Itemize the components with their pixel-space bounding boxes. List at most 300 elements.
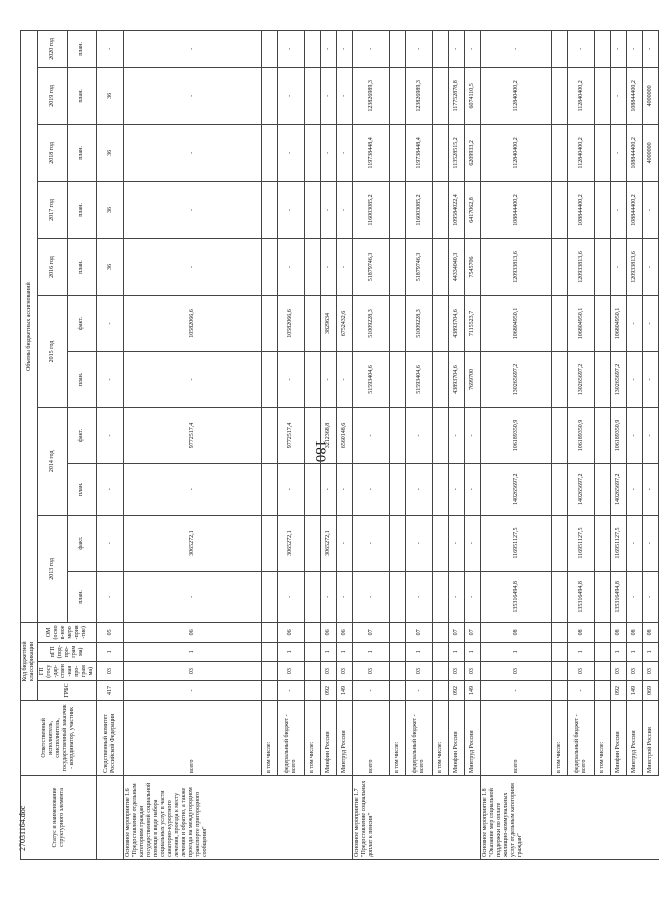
om-cell — [433, 623, 449, 642]
status-cell — [642, 776, 658, 860]
value-cell: 6074110,5 — [465, 67, 481, 124]
responsible-cell: всего — [481, 700, 552, 775]
value-cell: 7545706 — [465, 238, 481, 295]
header-year-2017: 2017 год — [38, 181, 68, 238]
table-body — [97, 31, 659, 860]
header-year-2013: 2013 год — [38, 515, 68, 623]
value-cell: - — [568, 31, 595, 68]
document-filename: 27031164.doc — [18, 805, 27, 851]
value-cell: 7115523,7 — [465, 296, 481, 352]
value-cell — [262, 463, 278, 515]
pgp-cell: 1 — [320, 642, 336, 661]
om-cell: 07 — [449, 623, 465, 642]
gp-cell: 03 — [277, 661, 304, 680]
value-cell: - — [626, 407, 642, 463]
value-cell: - — [320, 238, 336, 295]
value-cell: - — [481, 31, 552, 68]
value-cell: 51009228,3 — [406, 296, 433, 352]
value-cell: - — [406, 31, 433, 68]
value-cell: - — [642, 407, 658, 463]
value-cell: - — [97, 352, 124, 408]
pgp-cell: 1 — [611, 642, 627, 661]
om-cell: 07 — [406, 623, 433, 642]
responsible-cell: Минтруд России — [336, 700, 352, 775]
gp-cell: 03 — [320, 661, 336, 680]
value-cell: 106189350,9 — [611, 407, 627, 463]
value-cell: 3065272,1 — [124, 515, 262, 571]
header-plan-2015: план. — [67, 352, 97, 408]
header-responsible: Ответственный исполнитель, соисполнитель, государственный заказчик - координатор, участник — [21, 700, 97, 775]
value-cell: - — [626, 463, 642, 515]
pgp-cell — [433, 642, 449, 661]
value-cell: - — [277, 124, 304, 181]
value-cell: 140265697,2 — [568, 463, 595, 515]
value-cell: - — [124, 67, 262, 124]
value-cell — [552, 296, 568, 352]
value-cell — [433, 463, 449, 515]
value-cell — [433, 515, 449, 571]
page-number: 180 — [312, 439, 328, 463]
value-cell: 3065272,1 — [320, 515, 336, 571]
value-cell: - — [352, 31, 389, 68]
value-cell: 3212368,8 — [320, 407, 336, 463]
value-cell — [305, 571, 321, 623]
value-cell — [595, 571, 611, 623]
value-cell: - — [336, 124, 352, 181]
value-cell — [433, 31, 449, 68]
value-cell: - — [320, 571, 336, 623]
pgp-cell: 1 — [449, 642, 465, 661]
value-cell: - — [97, 296, 124, 352]
value-cell — [390, 407, 406, 463]
gp-cell — [390, 661, 406, 680]
value-cell: - — [336, 67, 352, 124]
value-cell — [595, 238, 611, 295]
header-volumes: Объемы бюджетных ассигнований — [21, 31, 38, 623]
value-cell: - — [626, 31, 642, 68]
value-cell: - — [124, 124, 262, 181]
om-cell: 06 — [336, 623, 352, 642]
responsible-cell: в том числе: — [390, 700, 406, 775]
value-cell — [433, 296, 449, 352]
value-cell: - — [336, 571, 352, 623]
grbs-cell — [305, 681, 321, 700]
value-cell: 106189350,9 — [568, 407, 595, 463]
grbs-cell: 417 — [97, 681, 124, 700]
value-cell: - — [611, 124, 627, 181]
value-cell — [552, 463, 568, 515]
om-cell — [390, 623, 406, 642]
value-cell: 116003085,2 — [352, 181, 389, 238]
value-cell: 108844400,2 — [481, 181, 552, 238]
value-cell: 106804950,1 — [568, 296, 595, 352]
gp-cell: 03 — [642, 661, 658, 680]
responsible-cell: в том числе: — [433, 700, 449, 775]
value-cell: - — [277, 67, 304, 124]
responsible-cell: Минстрой России — [642, 700, 658, 775]
value-cell: 130265697,2 — [611, 352, 627, 408]
responsible-cell: в том числе: — [262, 700, 278, 775]
value-cell: - — [277, 463, 304, 515]
table-row — [97, 31, 124, 860]
value-cell — [390, 463, 406, 515]
value-cell: 108844400,2 — [568, 181, 595, 238]
responsible-cell: Минфин России — [611, 700, 627, 775]
header-gp: ГП (госу-дар-ствен-ная про-грамма) — [38, 661, 97, 680]
grbs-cell: - — [124, 681, 262, 700]
value-cell: - — [352, 407, 389, 463]
value-cell — [433, 67, 449, 124]
value-cell: 44334040,3 — [449, 238, 465, 295]
header-plan-2017: план. — [67, 181, 97, 238]
value-cell — [552, 124, 568, 181]
header-plan-2014: план. — [67, 463, 97, 515]
responsible-cell: федеральный бюджет - всего — [568, 700, 595, 775]
value-cell: 36 — [97, 67, 124, 124]
value-cell: - — [465, 571, 481, 623]
value-cell — [433, 238, 449, 295]
value-cell — [390, 181, 406, 238]
value-cell — [552, 67, 568, 124]
header-year-2016: 2016 год — [38, 238, 68, 295]
value-cell — [390, 67, 406, 124]
value-cell — [552, 571, 568, 623]
value-cell: - — [449, 515, 465, 571]
status-cell: Основное мероприятие 1.7 "Предоставление социальных доплат к пенсии" — [352, 776, 389, 860]
value-cell — [305, 181, 321, 238]
value-cell: - — [320, 67, 336, 124]
table-row — [568, 31, 595, 860]
value-cell: - — [97, 463, 124, 515]
value-cell: - — [352, 571, 389, 623]
grbs-cell: 092 — [611, 681, 627, 700]
value-cell — [433, 407, 449, 463]
grbs-cell: 092 — [320, 681, 336, 700]
table-row — [626, 31, 642, 860]
value-cell — [595, 463, 611, 515]
value-cell — [390, 571, 406, 623]
value-cell: 135316494,8 — [568, 571, 595, 623]
value-cell: - — [320, 31, 336, 68]
value-cell — [433, 124, 449, 181]
responsible-cell: федеральный бюджет - всего — [277, 700, 304, 775]
value-cell: 106189350,9 — [481, 407, 552, 463]
value-cell: 130265697,2 — [481, 352, 552, 408]
responsible-cell: федеральный бюджет - всего — [406, 700, 433, 775]
value-cell: - — [277, 352, 304, 408]
value-cell — [305, 67, 321, 124]
header-status: Статус и наименование структурного элемента — [21, 776, 97, 860]
responsible-cell: Минтруд России — [626, 700, 642, 775]
pgp-cell: 1 — [97, 642, 124, 661]
header-row-1 — [21, 31, 38, 860]
grbs-cell: - — [352, 681, 389, 700]
responsible-cell: Следственный комитет Российской Федерации — [97, 700, 124, 775]
responsible-cell: Минтруд России — [465, 700, 481, 775]
value-cell — [433, 571, 449, 623]
value-cell: - — [449, 463, 465, 515]
gp-cell: 03 — [336, 661, 352, 680]
status-cell — [449, 776, 465, 860]
value-cell: - — [97, 571, 124, 623]
om-cell — [552, 623, 568, 642]
value-cell — [595, 31, 611, 68]
header-pgp: пГП (под-про-грамма) — [38, 642, 97, 661]
value-cell: - — [124, 238, 262, 295]
value-cell: - — [124, 571, 262, 623]
value-cell: 10582066,6 — [277, 296, 304, 352]
value-cell: - — [611, 67, 627, 124]
header-year-2014: 2014 год — [38, 407, 68, 515]
value-cell — [595, 352, 611, 408]
om-cell — [262, 623, 278, 642]
grbs-cell: 092 — [449, 681, 465, 700]
value-cell: 36 — [97, 181, 124, 238]
value-cell: 4000000 — [642, 124, 658, 181]
pgp-cell: 1 — [277, 642, 304, 661]
value-cell: 116003085,2 — [406, 181, 433, 238]
value-cell: 112840400,2 — [481, 67, 552, 124]
value-cell: 3829634 — [320, 296, 336, 352]
value-cell: 43893704,6 — [449, 352, 465, 408]
value-cell — [305, 296, 321, 352]
status-cell — [626, 776, 642, 860]
status-cell — [611, 776, 627, 860]
pgp-cell — [595, 642, 611, 661]
value-cell: 119738448,4 — [352, 124, 389, 181]
header-fact-2015: факт. — [67, 296, 97, 352]
value-cell: - — [449, 31, 465, 68]
value-cell — [305, 31, 321, 68]
value-cell: - — [320, 463, 336, 515]
value-cell — [433, 352, 449, 408]
value-cell: - — [611, 238, 627, 295]
pgp-cell: 1 — [568, 642, 595, 661]
value-cell — [390, 296, 406, 352]
value-cell — [552, 352, 568, 408]
header-plan-2013: план. — [67, 571, 97, 623]
value-cell — [390, 515, 406, 571]
responsible-cell: в том числе: — [595, 700, 611, 775]
pgp-cell: 1 — [626, 642, 642, 661]
value-cell — [262, 571, 278, 623]
value-cell: 51879746,3 — [406, 238, 433, 295]
header-year-2018: 2018 год — [38, 124, 68, 181]
status-cell — [262, 776, 278, 860]
value-cell: - — [465, 31, 481, 68]
value-cell: - — [352, 515, 389, 571]
value-cell: - — [465, 407, 481, 463]
value-cell — [595, 181, 611, 238]
value-cell: - — [336, 515, 352, 571]
value-cell: 116951127,5 — [611, 515, 627, 571]
responsible-cell: всего — [352, 700, 389, 775]
pgp-cell: 1 — [406, 642, 433, 661]
value-cell: - — [406, 571, 433, 623]
responsible-cell: Минфин России — [449, 700, 465, 775]
value-cell — [595, 124, 611, 181]
header-year-2015: 2015 год — [38, 296, 68, 408]
value-cell — [390, 238, 406, 295]
status-cell — [390, 776, 406, 860]
value-cell: - — [124, 463, 262, 515]
om-cell: 07 — [465, 623, 481, 642]
header-om: ОМ (основ-ное меро-прия-тие) — [38, 623, 97, 642]
value-cell: 112840400,2 — [481, 124, 552, 181]
value-cell — [552, 31, 568, 68]
responsible-cell: Минфин России — [320, 700, 336, 775]
gp-cell: 03 — [352, 661, 389, 680]
value-cell: - — [611, 31, 627, 68]
header-plan-2019: план. — [67, 67, 97, 124]
value-cell — [552, 407, 568, 463]
gp-cell — [552, 661, 568, 680]
pgp-cell: 1 — [124, 642, 262, 661]
om-cell: 08 — [626, 623, 642, 642]
status-cell — [552, 776, 568, 860]
table-row — [406, 31, 433, 860]
value-cell: - — [277, 181, 304, 238]
value-cell: 108844400,2 — [626, 181, 642, 238]
value-cell: 51593404,6 — [406, 352, 433, 408]
rotated-page-area — [20, 30, 653, 860]
value-cell: - — [449, 571, 465, 623]
grbs-cell: - — [481, 681, 552, 700]
pgp-cell — [552, 642, 568, 661]
budget-table-frame — [20, 30, 653, 860]
value-cell: - — [277, 31, 304, 68]
om-cell: 08 — [611, 623, 627, 642]
value-cell: 113528515,2 — [449, 124, 465, 181]
value-cell: - — [642, 238, 658, 295]
value-cell: 135316494,8 — [481, 571, 552, 623]
value-cell: - — [642, 31, 658, 68]
pgp-cell: 1 — [465, 642, 481, 661]
table-row — [465, 31, 481, 860]
value-cell: 3065272,1 — [277, 515, 304, 571]
gp-cell: 03 — [481, 661, 552, 680]
value-cell: 120933813,6 — [481, 238, 552, 295]
header-plan-2020: план. — [67, 31, 97, 68]
value-cell: 116951127,5 — [481, 515, 552, 571]
table-row — [611, 31, 627, 860]
value-cell — [552, 238, 568, 295]
table-row — [642, 31, 658, 860]
grbs-cell — [595, 681, 611, 700]
value-cell — [433, 181, 449, 238]
status-cell — [336, 776, 352, 860]
status-cell: Основное мероприятие 1.6 "Предоставление отдельным категориям граждан государственной социальной помощи в виде набора социальных услуг в части санаторно-курортного лечения, проезда к месту лечения и обратно, а также проезда на междугородном транспорте пригородного сообщения" — [124, 776, 262, 860]
grbs-cell — [433, 681, 449, 700]
value-cell: 120933813,6 — [626, 238, 642, 295]
value-cell: 6560148,6 — [336, 407, 352, 463]
value-cell: - — [449, 407, 465, 463]
value-cell: - — [465, 463, 481, 515]
value-cell: 6752432,6 — [336, 296, 352, 352]
header-plan-2018: план. — [67, 124, 97, 181]
responsible-cell: в том числе: — [552, 700, 568, 775]
om-cell: 06 — [320, 623, 336, 642]
value-cell — [262, 352, 278, 408]
om-cell: 08 — [642, 623, 658, 642]
value-cell: 106804950,1 — [481, 296, 552, 352]
value-cell: 6209933,2 — [465, 124, 481, 181]
table-row — [390, 31, 406, 860]
pgp-cell — [305, 642, 321, 661]
value-cell: - — [626, 352, 642, 408]
value-cell: 112840400,2 — [568, 124, 595, 181]
status-cell — [465, 776, 481, 860]
value-cell — [305, 352, 321, 408]
header-year-2020: 2020 год — [38, 31, 68, 68]
value-cell — [595, 515, 611, 571]
value-cell: - — [642, 463, 658, 515]
grbs-cell: - — [406, 681, 433, 700]
gp-cell — [262, 661, 278, 680]
table-row — [277, 31, 304, 860]
status-cell — [305, 776, 321, 860]
pgp-cell — [262, 642, 278, 661]
pgp-cell: 1 — [336, 642, 352, 661]
table-row — [320, 31, 336, 860]
grbs-cell: 149 — [465, 681, 481, 700]
value-cell: - — [336, 181, 352, 238]
gp-cell: 03 — [611, 661, 627, 680]
value-cell: 123826989,3 — [352, 67, 389, 124]
gp-cell: 03 — [124, 661, 262, 680]
value-cell: 108844400,2 — [626, 67, 642, 124]
grbs-cell — [390, 681, 406, 700]
gp-cell: 03 — [449, 661, 465, 680]
header-grbs: ГРБС — [38, 681, 97, 700]
table-row — [481, 31, 552, 860]
value-cell: 130265697,2 — [568, 352, 595, 408]
gp-cell: 03 — [406, 661, 433, 680]
value-cell — [262, 407, 278, 463]
gp-cell: 03 — [465, 661, 481, 680]
value-cell — [305, 238, 321, 295]
value-cell — [305, 124, 321, 181]
value-cell: 116951127,5 — [568, 515, 595, 571]
table-row — [352, 31, 389, 860]
value-cell — [390, 124, 406, 181]
header-budget-code: Код бюджетной классификации — [21, 623, 38, 700]
gp-cell: 03 — [626, 661, 642, 680]
value-cell: - — [277, 238, 304, 295]
value-cell: 36 — [97, 238, 124, 295]
value-cell — [262, 515, 278, 571]
table-row — [305, 31, 321, 860]
grbs-cell: 149 — [336, 681, 352, 700]
grbs-cell: - — [568, 681, 595, 700]
value-cell — [262, 67, 278, 124]
value-cell: 9772517,4 — [124, 407, 262, 463]
value-cell — [262, 181, 278, 238]
gp-cell — [595, 661, 611, 680]
value-cell: 51009228,3 — [352, 296, 389, 352]
value-cell: 119738448,4 — [406, 124, 433, 181]
value-cell — [595, 407, 611, 463]
grbs-cell — [262, 681, 278, 700]
value-cell: - — [642, 181, 658, 238]
value-cell: - — [124, 181, 262, 238]
value-cell — [305, 515, 321, 571]
value-cell: - — [336, 463, 352, 515]
value-cell: 51879746,3 — [352, 238, 389, 295]
status-cell — [277, 776, 304, 860]
om-cell — [595, 623, 611, 642]
table-row — [433, 31, 449, 860]
